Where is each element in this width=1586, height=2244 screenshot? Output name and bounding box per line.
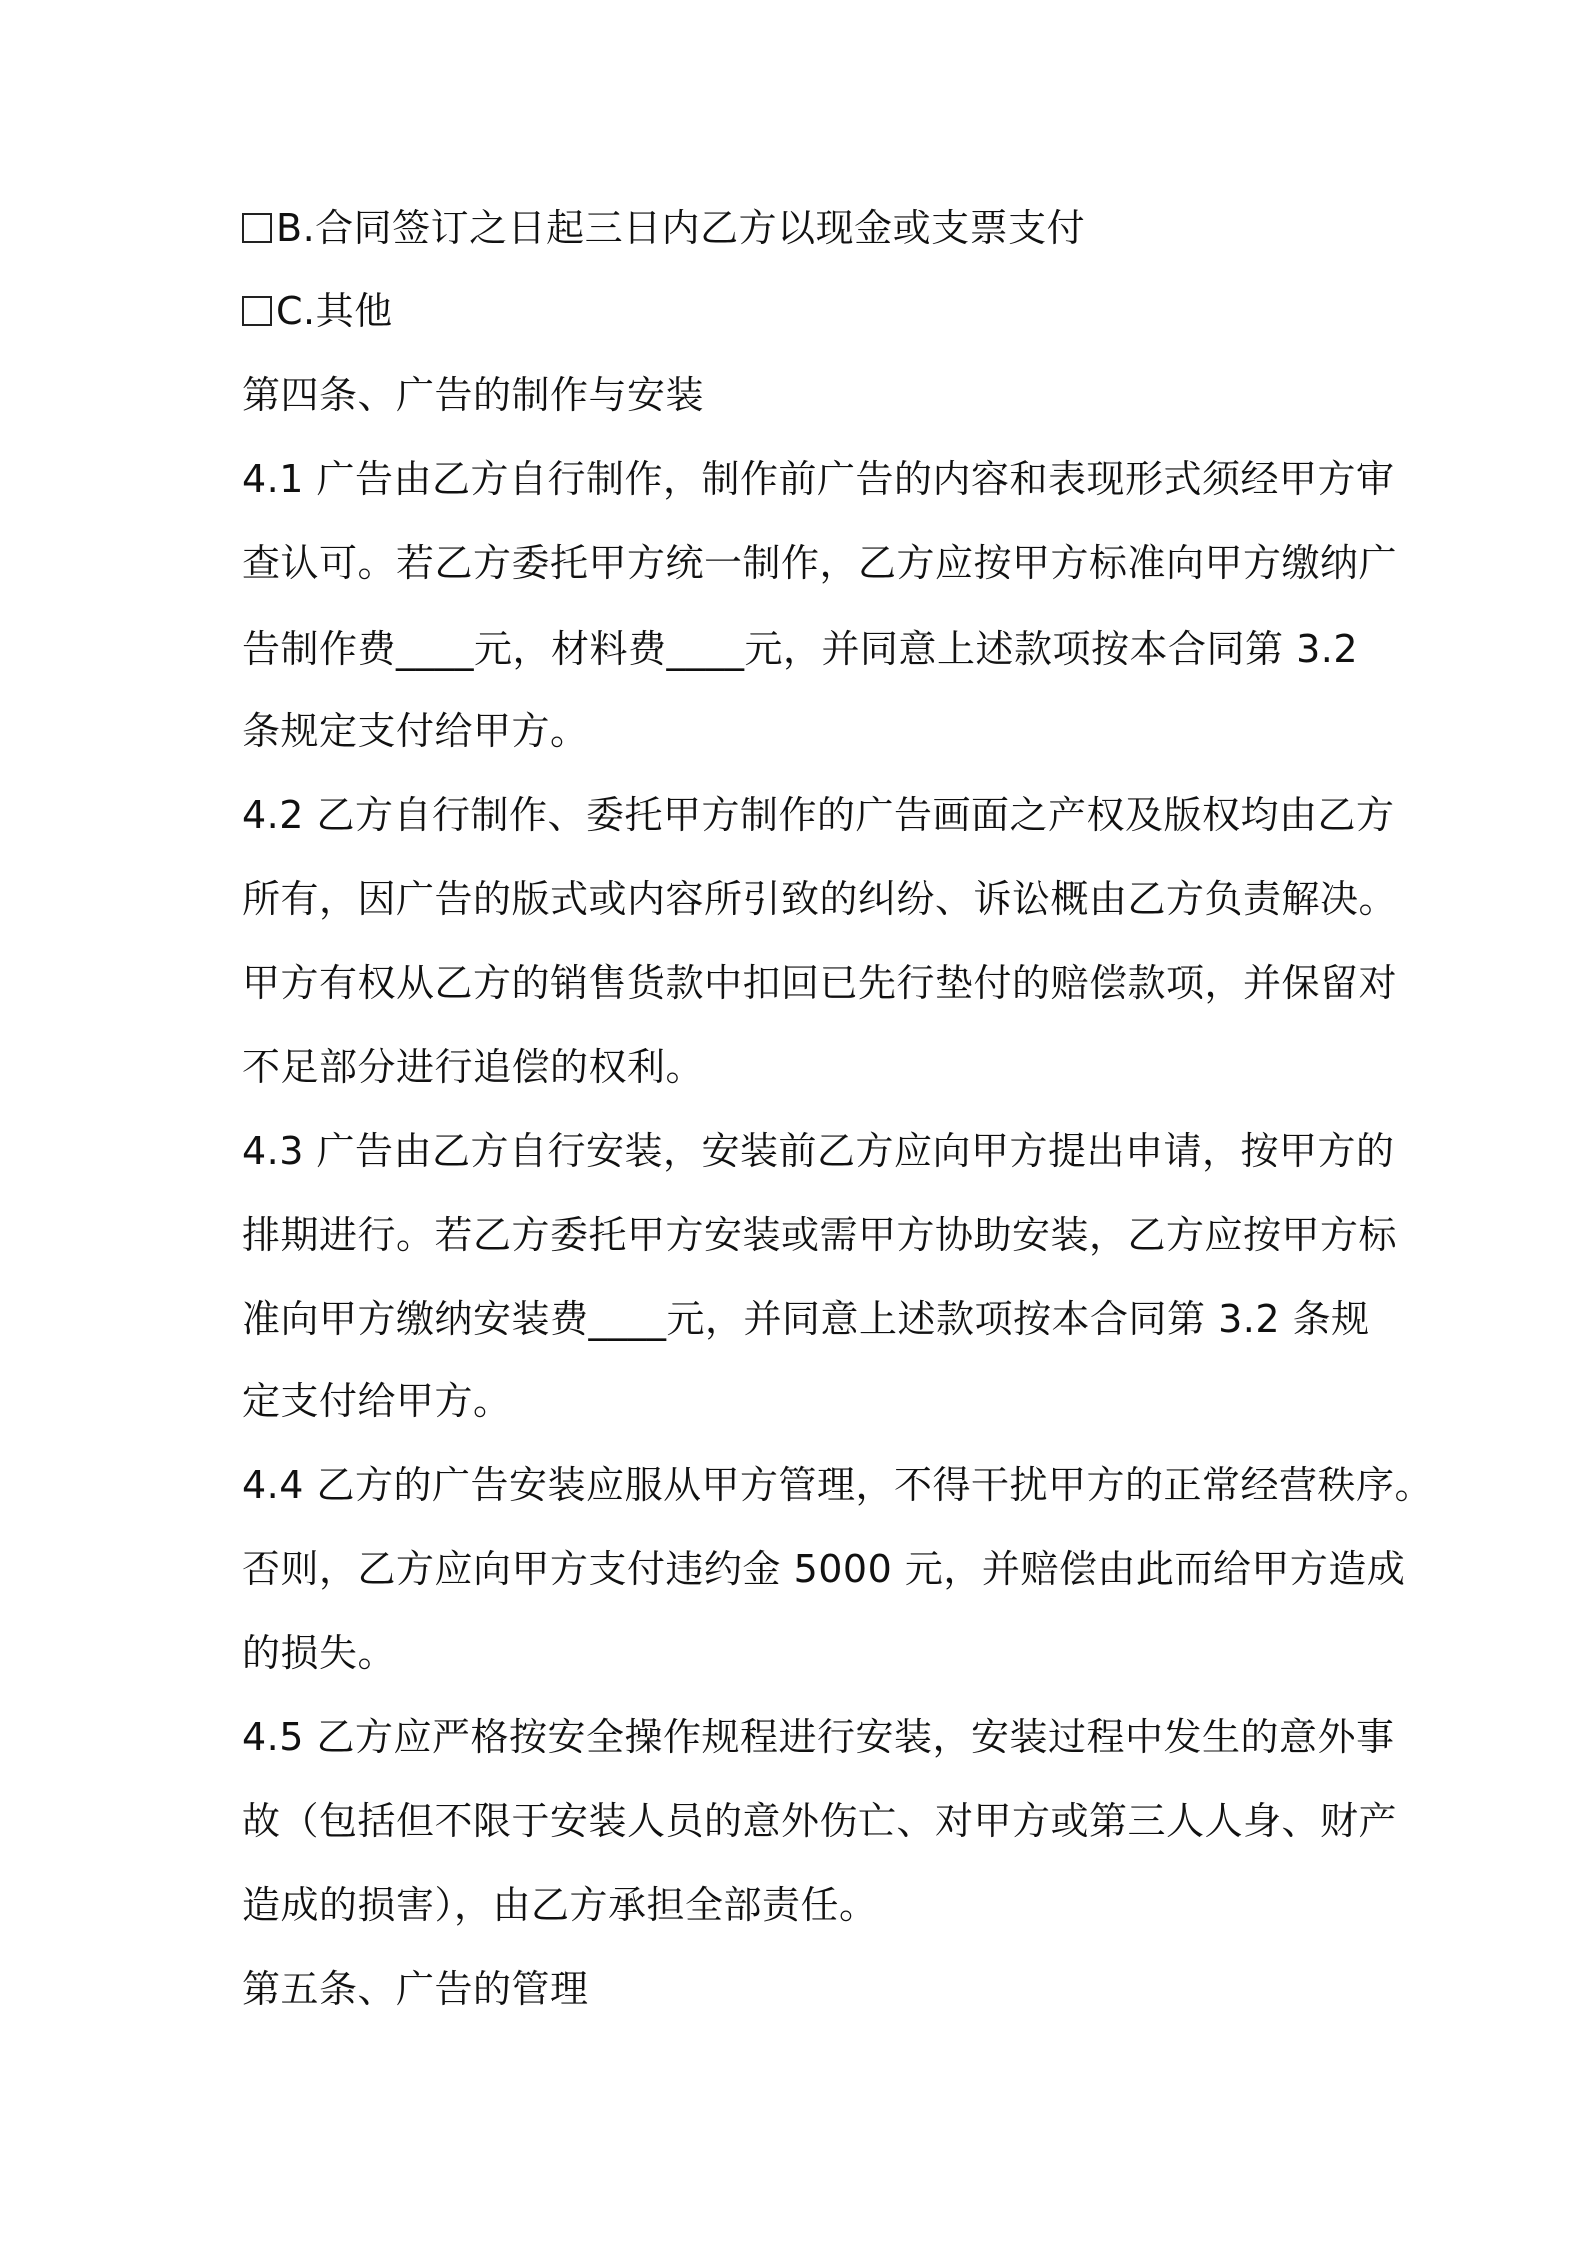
paragraph-line: 定支付给甲方。	[242, 1379, 512, 1423]
paragraph-line: 准向甲方缴纳安装费____元，并同意上述款项按本合同第 3.2 条规	[242, 1297, 1370, 1341]
option-c	[242, 286, 1362, 336]
paragraph-line: 不足部分进行追偿的权利。	[242, 1045, 705, 1089]
paragraph-line: 甲方有权从乙方的销售货款中扣回已先行垫付的赔偿款项，并保留对	[242, 961, 1398, 1005]
paragraph-line: 条规定支付给甲方。	[242, 709, 589, 753]
option-c-checkbox[interactable]	[242, 296, 272, 326]
paragraph-line: 4.3 广告由乙方自行安装，安装前乙方应向甲方提出申请，按甲方的	[242, 1129, 1395, 1173]
paragraph-line: 查认可。若乙方委托甲方统一制作，乙方应按甲方标准向甲方缴纳广	[242, 541, 1398, 585]
paragraph-line: 4.2 乙方自行制作、委托甲方制作的广告画面之产权及版权均由乙方	[242, 793, 1395, 837]
section-heading-article-4: 第四条、广告的制作与安装	[242, 373, 705, 417]
paragraph-line: 4.4 乙方的广告安装应服从甲方管理，不得干扰甲方的正常经营秩序。	[242, 1463, 1434, 1507]
option-b-label: B.合同签订之日起三日内乙方以现金或支票支付	[276, 206, 1086, 250]
option-b-checkbox[interactable]	[242, 213, 272, 243]
paragraph-line: 4.1 广告由乙方自行制作，制作前广告的内容和表现形式须经甲方审	[242, 457, 1395, 501]
option-b	[242, 203, 1362, 253]
section-heading-article-5: 第五条、广告的管理	[242, 1967, 589, 2011]
paragraph-line: 否则，乙方应向甲方支付违约金 5000 元，并赔偿由此而给甲方造成	[242, 1547, 1406, 1591]
paragraph-line: 4.5 乙方应严格按安全操作规程进行安装，安装过程中发生的意外事	[242, 1715, 1395, 1759]
paragraph-line: 排期进行。若乙方委托甲方安装或需甲方协助安装，乙方应按甲方标	[242, 1213, 1398, 1257]
paragraph-line: 告制作费____元，材料费____元，并同意上述款项按本合同第 3.2	[242, 627, 1359, 671]
paragraph-line: 所有，因广告的版式或内容所引致的纠纷、诉讼概由乙方负责解决。	[242, 877, 1398, 921]
paragraph-line: 造成的损害），由乙方承担全部责任。	[242, 1883, 878, 1927]
paragraph-line: 的损失。	[242, 1631, 397, 1675]
paragraph-line: 故（包括但不限于安装人员的意外伤亡、对甲方或第三人人身、财产	[242, 1799, 1398, 1843]
option-c-label: C.其他	[276, 289, 393, 333]
